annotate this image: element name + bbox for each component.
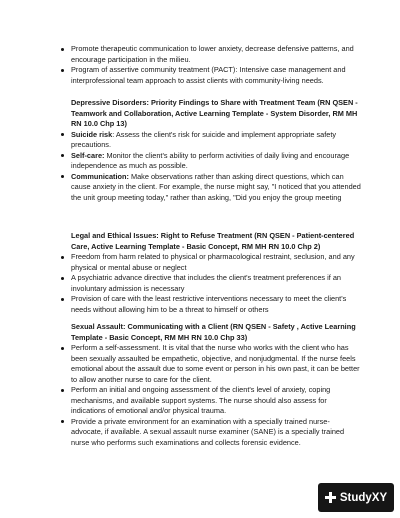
list-item: Perform a self-assessment. It is vital that the nurse who works with the client who has been sexually assaulted be empathetic, objective, and nonjudgmental. If the nurse feels emotional about the assault due to some event or person in his own past, it can be better to allow another nurse to care for the client. <box>71 343 360 384</box>
section-heading: Depressive Disorders: Priority Findings to Share with Treatment Team (RN QSEN - Teamwork and Collaboration, Active Learning Template - System Disorder, RM MH RN 10.0 Chp 13) <box>71 98 358 128</box>
brand-label: StudyXY <box>339 491 388 504</box>
list-item: Program of assertive community treatment (PACT): Intensive case management and interprofessional team approach to assist clients with community-living needs. <box>71 65 361 86</box>
bullet-lead: Communication: <box>71 171 129 181</box>
bullet-text: Monitor the client's ability to perform activities of daily living and encourage independence as much as possible. <box>71 150 350 170</box>
list-item <box>71 130 361 151</box>
legal-bullet-list <box>71 252 361 315</box>
intro-bullet-list <box>71 44 361 86</box>
depressive-bullet-list <box>71 130 361 204</box>
bullet-text: : Assess the client's risk for suicide and implement appropriate safety precautions. <box>71 129 337 149</box>
plus-icon <box>325 492 336 503</box>
sexual-assault-bullet-list <box>71 343 361 448</box>
bullet-lead: Self-care: <box>71 150 105 160</box>
legal-ethical-section <box>71 231 361 315</box>
list-item <box>71 172 361 204</box>
bullet-text: Make observations rather than asking direct questions, which can cause anxiety in the client. For example, the nurse might say, "I noticed that you attended the unit group meeting today," rather than asking, "Did you enjoy the group meeting <box>71 171 361 202</box>
list-item: Provision of care with the least restrictive interventions necessary to meet the client's needs without allowing him to be a threat to himself or others <box>71 294 361 315</box>
section-heading: Legal and Ethical Issues: Right to Refuse Treatment (RN QSEN - Patient-centered Care, Active Learning Template - Basic Concept, RM MH RN 10.0 Chp 2) <box>71 231 355 251</box>
studyxy-badge[interactable] <box>318 483 394 512</box>
list-item <box>71 151 361 172</box>
section-heading: Sexual Assault: Communicating with a Client (RN QSEN - Safety , Active Learning Template - Basic Concept, RM MH RN 10.0 Chp 33) <box>71 322 356 342</box>
depressive-disorders-section <box>71 98 361 203</box>
bullet-lead: Suicide risk <box>71 129 113 139</box>
list-item: Perform an initial and ongoing assessment of the client's level of anxiety, coping mechanisms, and available support systems. The nurse should also assess for indications of emotional and/or physical trauma. <box>71 385 361 417</box>
list-item: Freedom from harm related to physical or pharmacological restraint, seclusion, and any physical or mental abuse or neglect <box>71 252 361 273</box>
intro-section <box>71 44 361 86</box>
list-item: A psychiatric advance directive that includes the client's treatment preferences if an involuntary admission is necessary <box>71 273 361 294</box>
sexual-assault-section <box>71 322 361 448</box>
list-item: Promote therapeutic communication to lower anxiety, decrease defensive patterns, and encourage participation in the milieu. <box>71 44 361 65</box>
list-item: Provide a private environment for an examination with a specially trained nurse-advocate, if available. A sexual assault nurse examiner (SANE) is a specially trained nurse who performs such examinations and collects forensic evidence. <box>71 417 361 449</box>
